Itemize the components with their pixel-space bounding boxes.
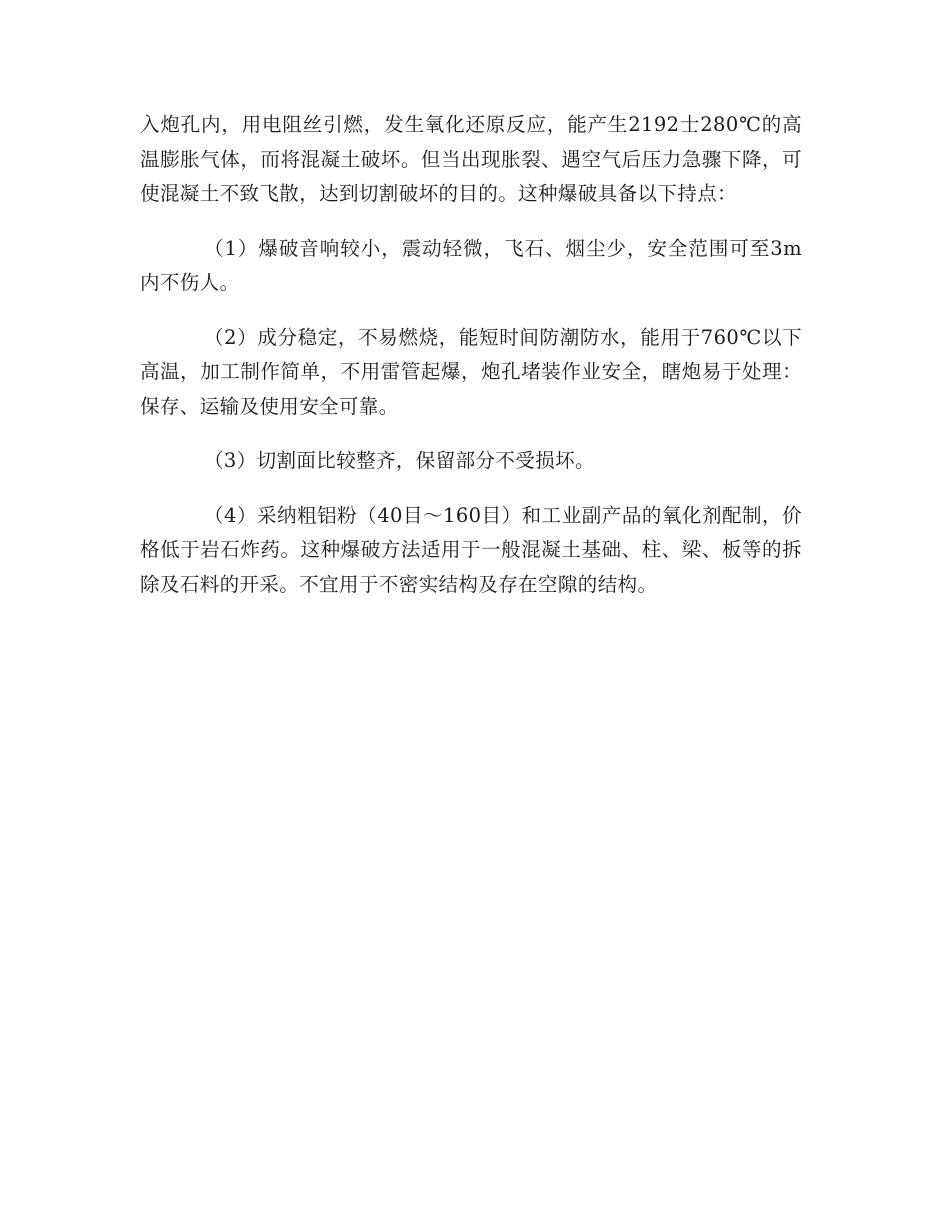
document-body: [140, 108, 802, 622]
paragraph-point-3: （3）切割面比较整齐，保留部分不受损坏。: [204, 449, 595, 472]
paragraph-point-1: （1）爆破音响较小，震动轻微，飞石、烟尘少，安全范围可至3m内不伤人。: [140, 236, 802, 294]
paragraph-point-4: （4）采纳粗铝粉（40目～160目）和工业副产品的氧化剂配制，价格低于岩石炸药。这种爆破方法适用于一般混凝土基础、柱、梁、板等的拆除及石料的开采。不宜用于不密实结构及存在空隙的结构。: [140, 503, 802, 596]
paragraph-point-2: （2）成分稳定，不易燃烧，能短时间防潮防水，能用于760℃以下高温，加工制作简单，不用雷管起爆，炮孔堵装作业安全，瞎炮易于处理：保存、运输及使用安全可靠。: [140, 325, 802, 418]
paragraph-intro: 入炮孔内，用电阻丝引燃，发生氧化还原反应，能产生2192士280℃的高温膨胀气体，而将混凝土破坏。但当出现胀裂、遇空气后压力急骤下降，可使混凝土不致飞散，达到切割破坏的目的。这种爆破具备以下持点：: [140, 113, 802, 205]
